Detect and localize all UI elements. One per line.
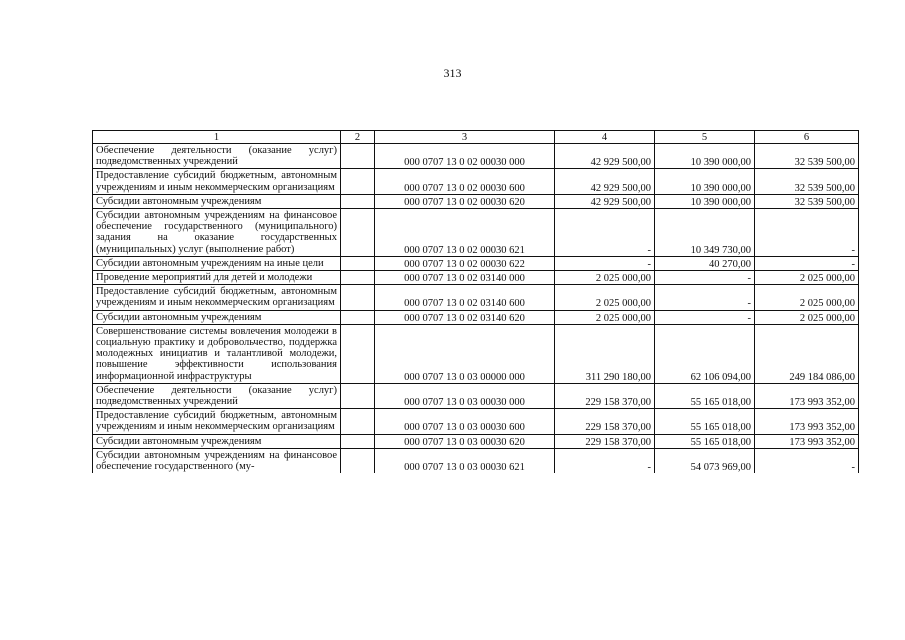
table-row xyxy=(93,285,859,310)
row-code-cell: 000 0707 13 0 02 03140 600 xyxy=(375,285,555,310)
row-name-cell: Предоставление субсидий бюджетным, автономным учреждениям и иным некоммерческим организациям xyxy=(93,169,341,194)
row-column-5-value: 54 073 969,00 xyxy=(655,448,755,473)
row-code-cell: 000 0707 13 0 03 00000 000 xyxy=(375,324,555,383)
row-column-5-value: 10 349 730,00 xyxy=(655,209,755,257)
row-code-cell: 000 0707 13 0 03 00030 620 xyxy=(375,434,555,448)
row-column-4-value: 311 290 180,00 xyxy=(555,324,655,383)
row-code-cell: 000 0707 13 0 03 00030 600 xyxy=(375,409,555,434)
row-column-2-cell xyxy=(341,144,375,169)
row-column-5-value: 10 390 000,00 xyxy=(655,194,755,208)
row-column-6-value: - xyxy=(755,256,859,270)
row-column-5-value: - xyxy=(655,271,755,285)
row-column-2-cell xyxy=(341,448,375,473)
row-column-5-value: - xyxy=(655,310,755,324)
column-header: 3 xyxy=(375,131,555,144)
row-name-cell: Субсидии автономным учреждениям xyxy=(93,310,341,324)
row-column-6-value: 2 025 000,00 xyxy=(755,310,859,324)
row-code-cell: 000 0707 13 0 02 00030 600 xyxy=(375,169,555,194)
row-column-6-value: 32 539 500,00 xyxy=(755,169,859,194)
row-column-4-value: 229 158 370,00 xyxy=(555,434,655,448)
row-code-cell: 000 0707 13 0 02 03140 000 xyxy=(375,271,555,285)
budget-table xyxy=(92,130,859,473)
row-name-cell: Обеспечение деятельности (оказание услуг) подведомственных учреждений xyxy=(93,144,341,169)
row-name-cell: Субсидии автономным учреждениям на финансовое обеспечение государственного (му- xyxy=(93,448,341,473)
row-code-cell: 000 0707 13 0 03 00030 621 xyxy=(375,448,555,473)
row-column-2-cell xyxy=(341,409,375,434)
row-column-6-value: 32 539 500,00 xyxy=(755,194,859,208)
row-column-5-value: 10 390 000,00 xyxy=(655,169,755,194)
row-column-6-value: 2 025 000,00 xyxy=(755,285,859,310)
table-row xyxy=(93,324,859,383)
row-column-2-cell xyxy=(341,310,375,324)
table-row xyxy=(93,194,859,208)
row-column-6-value: 32 539 500,00 xyxy=(755,144,859,169)
table-row xyxy=(93,310,859,324)
row-column-6-value: 2 025 000,00 xyxy=(755,271,859,285)
row-column-6-value: - xyxy=(755,209,859,257)
row-column-2-cell xyxy=(341,434,375,448)
column-header: 4 xyxy=(555,131,655,144)
row-column-5-value: 62 106 094,00 xyxy=(655,324,755,383)
row-column-4-value: - xyxy=(555,209,655,257)
row-column-2-cell xyxy=(341,285,375,310)
row-name-cell: Обеспечение деятельности (оказание услуг) подведомственных учреждений xyxy=(93,383,341,408)
row-column-4-value: - xyxy=(555,448,655,473)
table-row xyxy=(93,169,859,194)
table-row xyxy=(93,256,859,270)
column-header: 5 xyxy=(655,131,755,144)
row-code-cell: 000 0707 13 0 02 03140 620 xyxy=(375,310,555,324)
row-code-cell: 000 0707 13 0 02 00030 000 xyxy=(375,144,555,169)
row-name-cell: Субсидии автономным учреждениям xyxy=(93,434,341,448)
table-row xyxy=(93,434,859,448)
row-name-cell: Проведение мероприятий для детей и молодежи xyxy=(93,271,341,285)
table-row xyxy=(93,209,859,257)
row-column-2-cell xyxy=(341,324,375,383)
row-code-cell: 000 0707 13 0 02 00030 622 xyxy=(375,256,555,270)
row-column-4-value: - xyxy=(555,256,655,270)
row-name-cell: Совершенствование системы вовлечения молодежи в социальную практику и добровольчество, поддержка молодежных инициатив и талантливой молодежи, повышение эффективности использования информационной инфраструктуры xyxy=(93,324,341,383)
row-column-6-value: 173 993 352,00 xyxy=(755,434,859,448)
row-code-cell: 000 0707 13 0 03 00030 000 xyxy=(375,383,555,408)
table-row xyxy=(93,409,859,434)
row-column-5-value: - xyxy=(655,285,755,310)
row-column-6-value: 249 184 086,00 xyxy=(755,324,859,383)
column-header: 2 xyxy=(341,131,375,144)
row-column-2-cell xyxy=(341,256,375,270)
row-column-2-cell xyxy=(341,271,375,285)
row-column-5-value: 55 165 018,00 xyxy=(655,434,755,448)
row-code-cell: 000 0707 13 0 02 00030 621 xyxy=(375,209,555,257)
table-row xyxy=(93,383,859,408)
row-name-cell: Субсидии автономным учреждениям на финансовое обеспечение государственного (муниципального) задания на оказание государственных (муниципальных) услуг (выполнение работ) xyxy=(93,209,341,257)
row-column-4-value: 42 929 500,00 xyxy=(555,144,655,169)
row-column-5-value: 10 390 000,00 xyxy=(655,144,755,169)
row-column-2-cell xyxy=(341,169,375,194)
page-number: 313 xyxy=(443,66,462,80)
row-column-5-value: 40 270,00 xyxy=(655,256,755,270)
table-row xyxy=(93,144,859,169)
row-column-2-cell xyxy=(341,194,375,208)
table-header-row xyxy=(93,131,859,144)
row-column-4-value: 229 158 370,00 xyxy=(555,383,655,408)
row-code-cell: 000 0707 13 0 02 00030 620 xyxy=(375,194,555,208)
row-column-4-value: 229 158 370,00 xyxy=(555,409,655,434)
row-column-2-cell xyxy=(341,383,375,408)
row-name-cell: Предоставление субсидий бюджетным, автономным учреждениям и иным некоммерческим организациям xyxy=(93,409,341,434)
column-header: 6 xyxy=(755,131,859,144)
row-column-4-value: 42 929 500,00 xyxy=(555,194,655,208)
row-column-5-value: 55 165 018,00 xyxy=(655,409,755,434)
row-column-4-value: 42 929 500,00 xyxy=(555,169,655,194)
row-column-4-value: 2 025 000,00 xyxy=(555,271,655,285)
row-name-cell: Предоставление субсидий бюджетным, автономным учреждениям и иным некоммерческим организациям xyxy=(93,285,341,310)
row-column-6-value: 173 993 352,00 xyxy=(755,383,859,408)
row-column-2-cell xyxy=(341,209,375,257)
row-name-cell: Субсидии автономным учреждениям xyxy=(93,194,341,208)
row-column-6-value: - xyxy=(755,448,859,473)
row-name-cell: Субсидии автономным учреждениям на иные цели xyxy=(93,256,341,270)
table-row xyxy=(93,271,859,285)
row-column-4-value: 2 025 000,00 xyxy=(555,285,655,310)
row-column-5-value: 55 165 018,00 xyxy=(655,383,755,408)
table-row xyxy=(93,448,859,473)
column-header: 1 xyxy=(93,131,341,144)
row-column-4-value: 2 025 000,00 xyxy=(555,310,655,324)
row-column-6-value: 173 993 352,00 xyxy=(755,409,859,434)
